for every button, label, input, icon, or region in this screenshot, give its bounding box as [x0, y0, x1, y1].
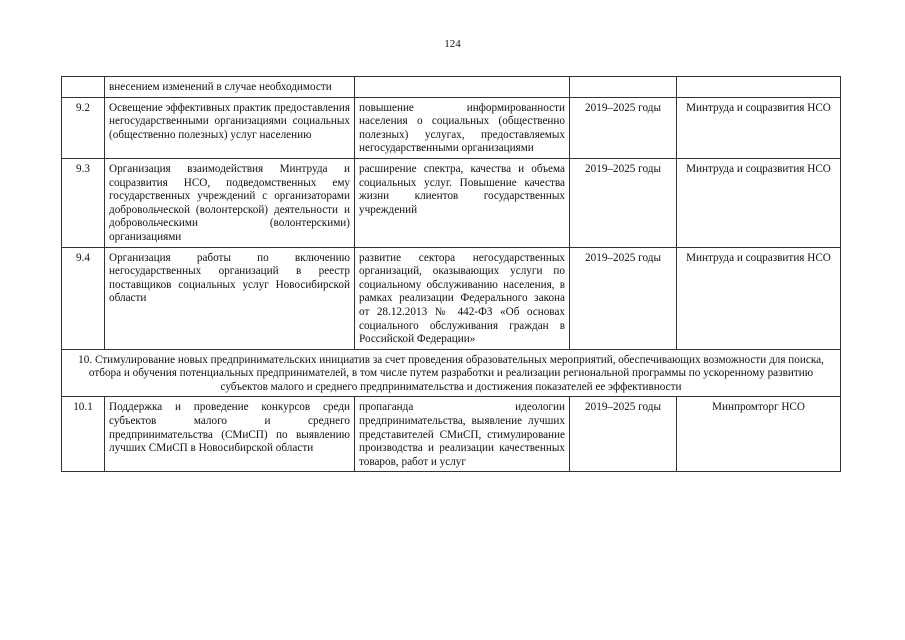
period-cell: 2019–2025 годы	[570, 247, 677, 349]
result-cell: пропаганда идеологии предпринимательства, выявление лучших представителей СМиСП, стимулирование производства и реализации качественных товаров, работ и услуг	[355, 397, 570, 472]
responsible-cell: Минпромторг НСО	[677, 397, 841, 472]
section-heading: 10. Стимулирование новых предпринимательских инициатив за счет проведения образовательных мероприятий, обеспечивающих возможности для поиска, отбора и обучения потенциальных предпринимателей, в том числе путем разработки и реализации региональной программы по ускоренному развитию субъектов малого и среднего предпринимательства и достижения показателей ее эффективности	[62, 349, 841, 397]
period-cell: 2019–2025 годы	[570, 97, 677, 158]
responsible-cell	[677, 77, 841, 98]
measures-table	[61, 76, 841, 472]
result-cell: расширение спектра, качества и объема социальных услуг. Повышение качества жизни клиентов государственных учреждений	[355, 158, 570, 247]
table-row	[62, 247, 841, 349]
period-cell	[570, 77, 677, 98]
period-cell: 2019–2025 годы	[570, 397, 677, 472]
responsible-cell: Минтруда и соцразвития НСО	[677, 97, 841, 158]
result-cell: развитие сектора негосударственных организаций, оказывающих услуги по социальному обслуживанию населения, в рамках реализации Федерального закона от 28.12.2013 № 442-ФЗ «Об основах социального обслуживания граждан в Российской Федерации»	[355, 247, 570, 349]
row-number: 10.1	[62, 397, 105, 472]
section-heading-row	[62, 349, 841, 397]
table-row	[62, 77, 841, 98]
page-number: 124	[444, 38, 461, 50]
row-number: 9.2	[62, 97, 105, 158]
activity-cell: Поддержка и проведение конкурсов среди субъектов малого и среднего предпринимательства (СМиСП) по выявлению лучших СМиСП в Новосибирской области	[105, 397, 355, 472]
activity-cell: Организация работы по включению негосударственных организаций в реестр поставщиков социальных услуг Новосибирской области	[105, 247, 355, 349]
result-cell	[355, 77, 570, 98]
activity-cell: внесением изменений в случае необходимости	[105, 77, 355, 98]
responsible-cell: Минтруда и соцразвития НСО	[677, 247, 841, 349]
activity-cell: Организация взаимодействия Минтруда и соцразвития НСО, подведомственных ему государственных учреждений с организаторами добровольческой (волонтерской) деятельности и добровольческими (волонтерскими) организациями	[105, 158, 355, 247]
row-number: 9.4	[62, 247, 105, 349]
period-cell: 2019–2025 годы	[570, 158, 677, 247]
result-cell: повышение информированности населения о социальных (общественно полезных) услугах, предоставляемых негосударственными организациями	[355, 97, 570, 158]
table-row	[62, 397, 841, 472]
row-number: 9.3	[62, 158, 105, 247]
responsible-cell: Минтруда и соцразвития НСО	[677, 158, 841, 247]
table-row	[62, 97, 841, 158]
table-row	[62, 158, 841, 247]
activity-cell: Освещение эффективных практик предоставления негосударственными организациями социальных (общественно полезных) услуг населению	[105, 97, 355, 158]
row-number	[62, 77, 105, 98]
